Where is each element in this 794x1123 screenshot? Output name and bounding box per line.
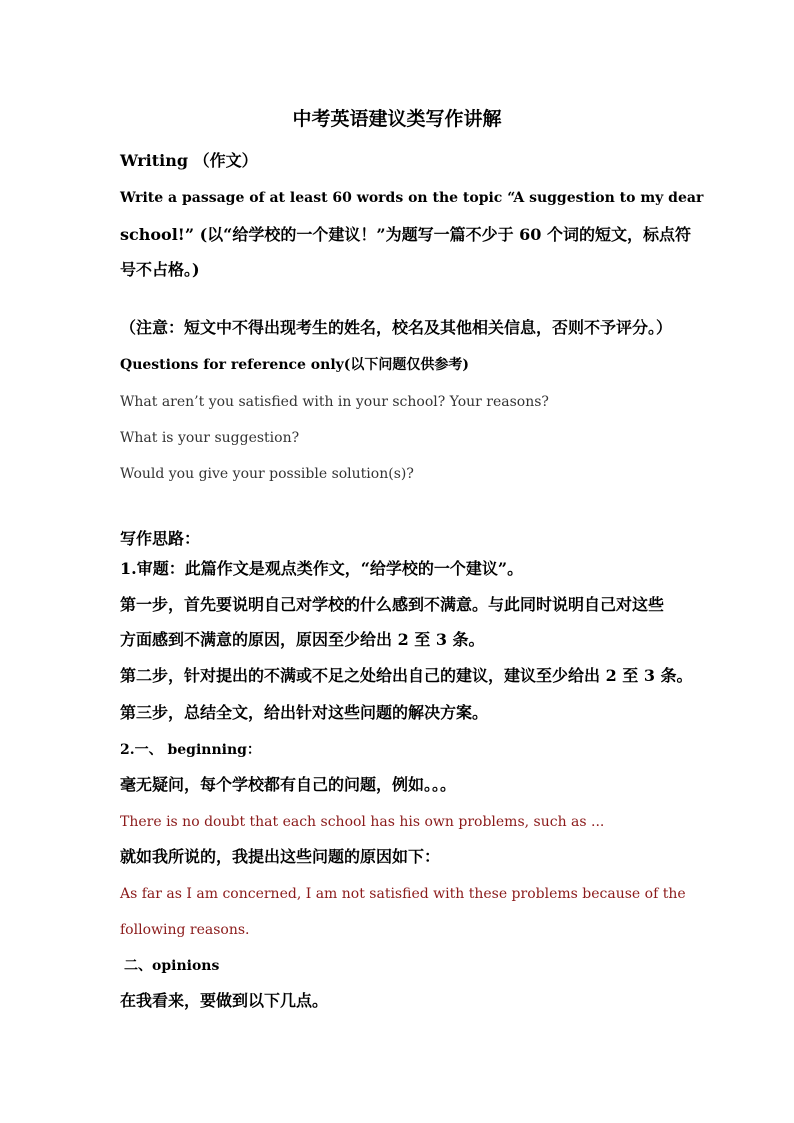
notice-text: （注意：短文中不得出现考生的姓名，校名及其他相关信息，否则不予评分。） <box>120 318 673 337</box>
question-item: What is your suggestion? <box>120 430 300 446</box>
prompt-line-2: school!” (以“给学校的一个建议！”为题写一篇不少于 60 个词的短文，标点符 <box>120 225 691 244</box>
prompt-line-3: 号不占格。) <box>120 260 200 279</box>
beginning-english-2-line-2: following reasons. <box>120 922 250 938</box>
question-item: Would you give your possible solution(s)? <box>120 466 414 482</box>
page-title: 中考英语建议类写作讲解 <box>292 108 502 130</box>
beginning-english-1: There is no doubt that each school has his own problems, such as ... <box>120 814 605 830</box>
step-2: 第二步，针对提出的不满或不足之处给出自己的建议，建议至少给出 2 至 3 条。 <box>120 666 693 685</box>
beginning-chinese-2: 就如我所说的，我提出这些问题的原因如下： <box>120 847 441 866</box>
step-1-line-1: 第一步，首先要说明自己对学校的什么感到不满意。与此同时说明自己对这些 <box>120 595 665 614</box>
prompt-line-1: Write a passage of at least 60 words on the topic “A suggestion to my dear <box>120 190 704 206</box>
writing-heading: Writing （作文） <box>120 151 258 170</box>
question-item: What aren’t you satisfied with in your school? Your reasons? <box>120 394 549 410</box>
beginning-english-2-line-1: As far as I am concerned, I am not satisfied with these problems because of the <box>120 886 686 902</box>
beginning-heading: 2.一、 beginning： <box>120 742 261 758</box>
step-1-line-2: 方面感到不满意的原因，原因至少给出 2 至 3 条。 <box>120 630 485 649</box>
questions-heading: Questions for reference only(以下问题仅供参考) <box>120 357 470 373</box>
opinions-heading: 二、opinions <box>124 958 220 974</box>
opinions-chinese: 在我看来，要做到以下几点。 <box>120 991 329 1010</box>
step-3: 第三步，总结全文，给出针对这些问题的解决方案。 <box>120 703 489 722</box>
beginning-chinese-1: 毫无疑问，每个学校都有自己的问题，例如。。。 <box>120 775 457 794</box>
step-review: 1.审题：此篇作文是观点类作文，“给学校的一个建议”。 <box>120 559 524 578</box>
ideas-heading: 写作思路： <box>120 529 201 548</box>
